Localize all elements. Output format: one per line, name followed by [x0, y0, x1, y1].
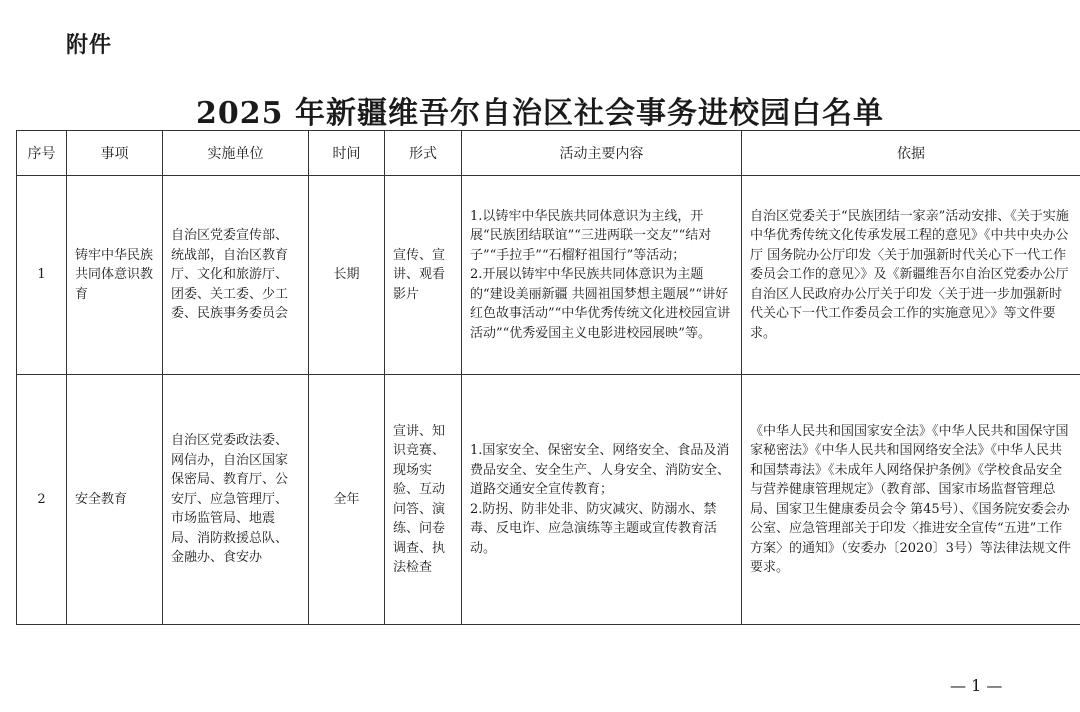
- row-item: 铸牢中华民族共同体意识教育: [67, 176, 163, 375]
- content-point: 2.开展以铸牢中华民族共同体意识为主题的“建设美丽新疆 共圆祖国梦想主题展”“讲好红色故事活动”“中华优秀传统文化进校园宣讲活动”“优秀爱国主义电影进校园展映”等。: [470, 267, 731, 341]
- header-content: 活动主要内容: [462, 131, 742, 176]
- header-num: 序号: [17, 131, 67, 176]
- content-point: 1.以铸牢中华民族共同体意识为主线，开展“民族团结联谊”“三进两联一交友”“结对子”“手拉手”“石榴籽祖国行”等活动；: [470, 208, 712, 263]
- header-time: 时间: [309, 131, 385, 176]
- row-time: 全年: [309, 375, 385, 625]
- row-time: 长期: [309, 176, 385, 375]
- row-num: 1: [17, 176, 67, 375]
- row-form: 宣讲、知识竞赛、现场实验、互动问答、演练、问卷调查、执法检查: [385, 375, 462, 625]
- header-item: 事项: [67, 131, 163, 176]
- content-point: 1.国家安全、保密安全、网络安全、食品及消费品安全、安全生产、人身安全、消防安全、道路交通安全宣传教育；: [470, 443, 731, 497]
- whitelist-table: [16, 130, 1080, 625]
- page-number: — 1 —: [950, 676, 1003, 695]
- row-form: 宣传、宣讲、观看影片: [385, 176, 462, 375]
- row-item: 安全教育: [67, 375, 163, 625]
- table-header-row: [17, 131, 1080, 176]
- header-units: 实施单位: [163, 131, 309, 176]
- row-units: 自治区党委宣传部、统战部，自治区教育厅、文化和旅游厅、团委、关工委、少工委、民族事务委员会: [163, 176, 309, 375]
- row-content: [462, 176, 742, 375]
- row-num: 2: [17, 375, 67, 625]
- attachment-label: 附件: [66, 33, 113, 58]
- row-units: 自治区党委政法委、网信办，自治区国家保密局、教育厅、公安厅、应急管理厅、市场监管局、地震局、消防救援总队、金融办、食安办: [163, 375, 309, 625]
- header-basis: 依据: [742, 131, 1080, 176]
- row-content: [462, 375, 742, 625]
- header-form: 形式: [385, 131, 462, 176]
- content-point: 2.防拐、防非处非、防灾减灾、防溺水、禁毒、反电诈、应急演练等主题或宣传教育活动。: [470, 501, 718, 556]
- row-basis: 自治区党委关于“民族团结一家亲”活动安排、《关于实施中华优秀传统文化传承发展工程的意见》《中共中央办公厅 国务院办公厅印发〈关于加强新时代关心下一代工作委员会工作的意见〉》及《新疆维吾尔自治区党委办公厅 自治区人民政府办公厅关于印发〈关于进一步加强新时代关心下一代工作委员会工作的实施意见〉》等文件要求。: [742, 176, 1080, 375]
- page-title: 2025 年新疆维吾尔自治区社会事务进校园白名单: [196, 96, 884, 131]
- row-basis: 《中华人民共和国国家安全法》《中华人民共和国保守国家秘密法》《中华人民共和国网络安全法》《中华人民共和国禁毒法》《未成年人网络保护条例》《学校食品安全与营养健康管理规定》（教育部、国家市场监督管理总局、国家卫生健康委员会令 第45号）、《国务院安委会办公室、应急管理部关于印发〈推进安全宣传“五进”工作方案〉的通知》（安委办〔2020〕3号）等法律法规文件要求。: [742, 375, 1080, 625]
- table-row: [17, 176, 1080, 375]
- table-row: [17, 375, 1080, 625]
